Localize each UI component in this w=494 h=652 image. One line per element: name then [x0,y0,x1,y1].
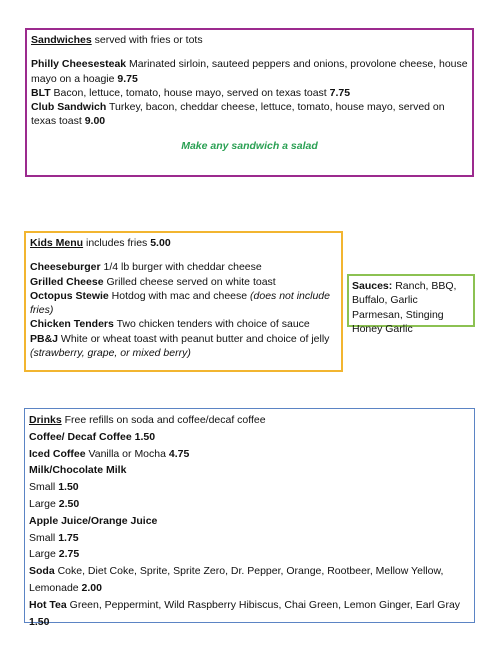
sauces-label: Sauces: [352,280,393,292]
drink-desc: Large [29,497,59,510]
menu-item [31,57,468,86]
drinks-header [29,412,470,429]
item-desc: White or wheat toast with peanut butter and choice of jelly [58,332,330,345]
item-name: Grilled Cheese [30,275,104,288]
menu-item [30,275,337,289]
drink-price: 1.50 [29,615,50,628]
drink-name: Soda [29,565,55,578]
drinks-section [24,408,475,628]
drink-row [29,462,470,479]
item-name: Octopus Stewie [30,289,109,302]
item-name: PB&J [30,332,59,345]
drink-desc: Coke, Diet Coke, Sprite, Sprite Zero, Dr. Pepper, Orange, Rootbeer, Mellow Yellow, Lemonade [29,565,444,594]
drink-name: Milk/Chocolate Milk [29,464,127,477]
sauces-text [352,279,470,336]
item-name: Club Sandwich [31,101,107,114]
drink-price: 2.75 [58,548,80,561]
item-desc: Bacon, lettuce, tomato, house mayo, served on texas toast [50,86,330,99]
drink-desc: Small [29,481,59,494]
drink-price: 1.50 [58,481,79,494]
item-note: (strawberry, grape, or mixed berry) [30,347,191,360]
menu-item [31,100,468,129]
kids-menu-section [24,231,343,372]
item-desc: Grilled cheese served on white toast [103,275,276,288]
drink-row [29,546,470,563]
sandwiches-title: Sandwiches [31,34,92,46]
drinks-title: Drinks [29,414,62,426]
kids-subtitle: includes fries [83,237,151,249]
drink-price: 2.00 [81,581,102,594]
drink-name: Apple Juice/Orange Juice [29,514,158,527]
item-name: Chicken Tenders [30,318,114,331]
sandwiches-section [25,28,474,177]
item-name: BLT [31,86,51,99]
drink-list [29,429,470,631]
drink-row [29,479,470,496]
drink-name: Coffee/ Decaf Coffee [29,430,135,443]
drink-price: 2.50 [58,497,80,510]
drink-price: 1.50 [134,430,156,443]
drink-name: Hot Tea [29,598,67,611]
item-name: Cheeseburger [30,261,101,274]
item-desc: Hotdog with mac and cheese [108,289,251,302]
drink-desc: Vanilla or Mocha [85,447,169,460]
menu-item [30,260,337,274]
drink-desc: Green, Peppermint, Wild Raspberry Hibiscus, Chai Green, Lemon Ginger, Earl Gray [66,598,461,611]
menu-item [30,317,337,331]
item-desc: Two chicken tenders with choice of sauce [113,318,310,331]
drink-row [29,446,470,463]
drinks-subtitle: Free refills on soda and coffee/decaf coffee [61,414,266,426]
item-desc: Marinated sirloin, sauteed peppers and onions, provolone cheese, house mayo on a hoagie [31,58,468,85]
drink-price: 1.75 [58,531,79,544]
item-desc: 1/4 lb burger with cheddar cheese [100,261,262,274]
kids-header [30,236,337,250]
item-price: 9.75 [117,72,138,85]
salad-note: Make any sandwich a salad [181,139,318,152]
kids-title: Kids Menu [30,237,84,249]
sandwiches-header [31,33,468,47]
drink-row [29,513,470,530]
drink-desc: Small [29,531,59,544]
menu-item [30,332,337,361]
item-price: 7.75 [329,86,351,99]
kids-price: 5.00 [150,237,171,249]
drink-desc: Large [29,548,59,561]
menu-item [30,289,337,318]
drink-price: 4.75 [168,447,190,460]
drink-row [29,563,470,597]
item-desc: Turkey, bacon, cheddar cheese, lettuce, tomato, house mayo, served on texas toast [31,101,445,128]
sauces-list: Ranch, BBQ, Buffalo, Garlic Parmesan, Stinging Honey Garlic [352,280,457,335]
item-name: Philly Cheesesteak [31,58,127,71]
item-price: 9.00 [84,115,106,128]
drink-name: Iced Coffee [29,447,86,460]
drink-row [29,429,470,446]
sauces-section [347,274,475,335]
drink-row [29,530,470,547]
menu-item [31,86,468,100]
sandwiches-subtitle: served with fries or tots [91,34,203,46]
drink-row [29,597,470,631]
drink-row [29,496,470,513]
item-note: (does not include fries) [30,289,330,317]
